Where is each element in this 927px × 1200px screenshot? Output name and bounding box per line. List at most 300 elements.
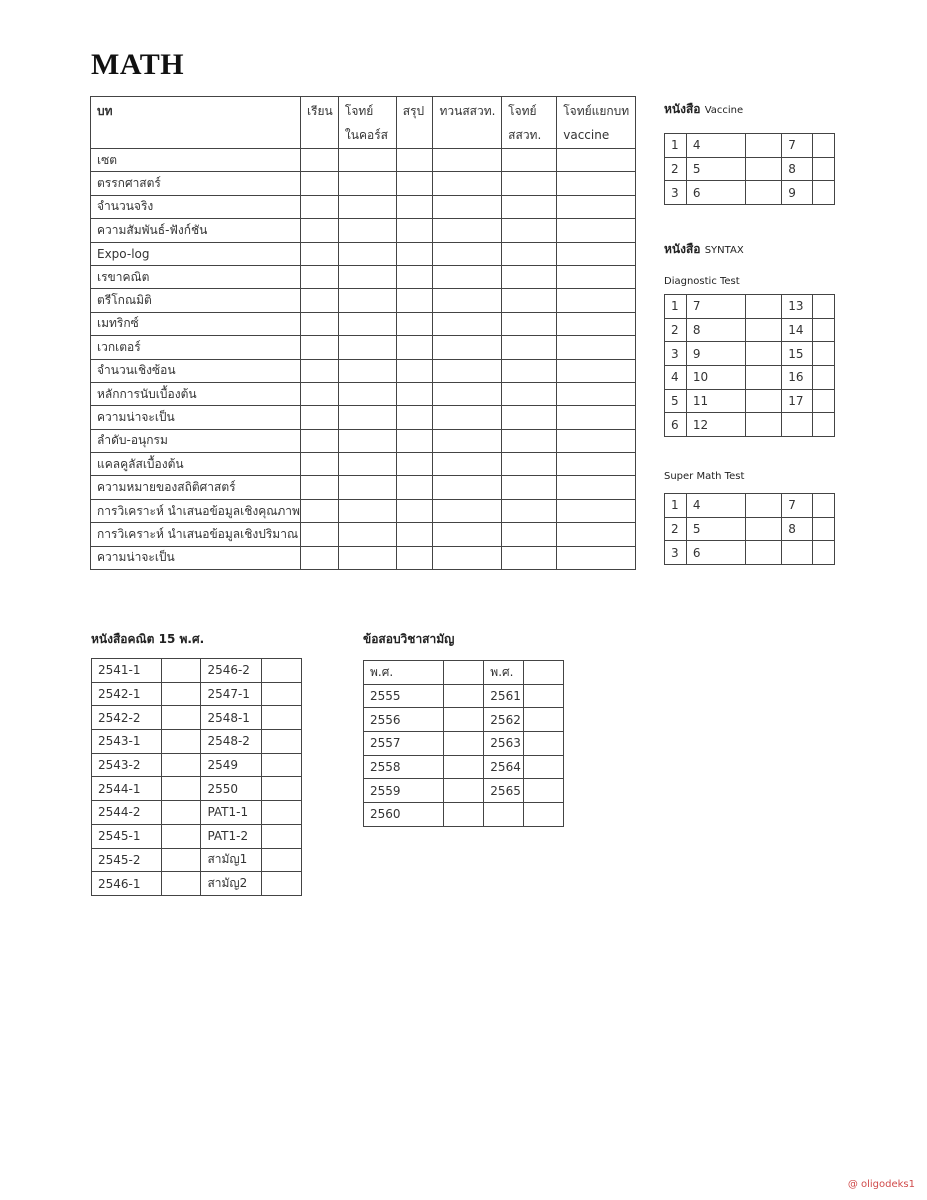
item-label: สามัญ2: [201, 872, 262, 896]
table-row: [91, 499, 636, 522]
check-cell[interactable]: [502, 453, 557, 476]
column-header-line: โจทย์แยกบท: [563, 104, 630, 118]
item-label: 2557: [364, 732, 444, 756]
number-cell: 7: [782, 134, 813, 158]
check-cell[interactable]: [557, 523, 636, 546]
table-row: [665, 494, 835, 518]
number-cell: 8: [782, 157, 813, 181]
table-row: [91, 312, 636, 335]
check-cell[interactable]: [433, 219, 502, 242]
check-cell[interactable]: [502, 312, 557, 335]
check-cell[interactable]: [396, 265, 433, 288]
check-cell[interactable]: [557, 195, 636, 218]
check-cell[interactable]: [338, 476, 396, 499]
number-cell: 9: [782, 181, 813, 205]
check-cell[interactable]: [557, 429, 636, 452]
exam-heading: ข้อสอบวิชาสามัญ: [363, 632, 455, 646]
check-cell[interactable]: [557, 406, 636, 429]
check-cell[interactable]: [396, 499, 433, 522]
check-cell[interactable]: [396, 289, 433, 312]
table-row: [91, 359, 636, 382]
check-cell[interactable]: [300, 499, 338, 522]
column-header-line: ในคอร์ส: [344, 128, 388, 142]
syntax-heading-rest: SYNTAX: [704, 245, 744, 256]
check-cell[interactable]: [396, 149, 433, 172]
vaccine-heading: [664, 100, 743, 119]
check-cell[interactable]: [502, 149, 557, 172]
table-row: [91, 149, 636, 172]
check-cell[interactable]: [262, 777, 302, 801]
column-header: [91, 97, 301, 149]
check-cell[interactable]: [161, 872, 201, 896]
item-label: 2546-1: [92, 872, 162, 896]
item-label: 2549: [201, 753, 262, 777]
chapter-name: หลักการนับเบื้องต้น: [91, 382, 301, 405]
check-cell[interactable]: [300, 429, 338, 452]
table-row: [665, 342, 835, 366]
check-cell[interactable]: [443, 732, 484, 756]
check-cell[interactable]: [502, 172, 557, 195]
item-label: 2556: [364, 708, 444, 732]
check-cell[interactable]: [813, 295, 835, 319]
number-cell: 4: [686, 494, 745, 518]
check-cell[interactable]: [433, 523, 502, 546]
check-cell[interactable]: [338, 219, 396, 242]
check-cell[interactable]: [745, 295, 782, 319]
check-cell[interactable]: [502, 265, 557, 288]
check-cell[interactable]: [443, 708, 484, 732]
item-label: 2544-1: [92, 777, 162, 801]
item-label: 2565: [484, 779, 524, 803]
check-cell[interactable]: [502, 429, 557, 452]
check-cell[interactable]: [443, 755, 484, 779]
check-cell[interactable]: [338, 546, 396, 569]
check-cell[interactable]: [161, 659, 201, 683]
column-header-line: โจทย์: [344, 104, 374, 118]
chapter-name: การวิเคราะห์ นำเสนอข้อมูลเชิงปริมาณ: [91, 523, 301, 546]
check-cell[interactable]: [557, 149, 636, 172]
check-cell[interactable]: [443, 661, 484, 685]
check-cell[interactable]: [502, 499, 557, 522]
check-cell[interactable]: [161, 682, 201, 706]
number-cell: 1: [665, 494, 687, 518]
item-label: 2558: [364, 755, 444, 779]
check-cell[interactable]: [745, 494, 782, 518]
check-cell[interactable]: [396, 546, 433, 569]
column-header: [338, 97, 396, 149]
check-cell[interactable]: [262, 753, 302, 777]
chapter-name: จำนวนเชิงซ้อน: [91, 359, 301, 382]
check-cell[interactable]: [433, 382, 502, 405]
table-row: [665, 517, 835, 541]
check-cell[interactable]: [338, 289, 396, 312]
check-cell[interactable]: [338, 359, 396, 382]
number-cell: [782, 413, 813, 437]
check-cell[interactable]: [161, 801, 201, 825]
check-cell[interactable]: [745, 134, 782, 158]
item-label: 2555: [364, 684, 444, 708]
column-header-line: ทวนสสวท.: [439, 104, 496, 118]
column-header-line: vaccine: [563, 128, 610, 142]
number-cell: 15: [782, 342, 813, 366]
check-cell[interactable]: [443, 684, 484, 708]
check-cell[interactable]: [813, 389, 835, 413]
check-cell[interactable]: [813, 157, 835, 181]
check-cell[interactable]: [300, 265, 338, 288]
check-cell[interactable]: [433, 172, 502, 195]
check-cell[interactable]: [300, 195, 338, 218]
check-cell[interactable]: [262, 872, 302, 896]
column-header-line: สสวท.: [508, 128, 542, 142]
check-cell[interactable]: [813, 318, 835, 342]
check-cell[interactable]: [557, 242, 636, 265]
check-cell[interactable]: [433, 242, 502, 265]
check-cell[interactable]: [396, 382, 433, 405]
number-cell: 2: [665, 157, 687, 181]
column-header: [502, 97, 557, 149]
check-cell[interactable]: [338, 453, 396, 476]
table-row: [91, 289, 636, 312]
table-row: [92, 682, 302, 706]
chapter-name: ตรีโกณมิติ: [91, 289, 301, 312]
check-cell[interactable]: [396, 312, 433, 335]
number-cell: 12: [686, 413, 745, 437]
check-cell[interactable]: [300, 289, 338, 312]
item-label: 2542-2: [92, 706, 162, 730]
exam-table: [363, 660, 564, 827]
check-cell[interactable]: [557, 359, 636, 382]
check-cell[interactable]: [557, 382, 636, 405]
table-row: [665, 157, 835, 181]
number-cell: 14: [782, 318, 813, 342]
book15-heading: หนังสือคณิต 15 พ.ศ.: [91, 632, 205, 646]
check-cell[interactable]: [300, 406, 338, 429]
check-cell[interactable]: [396, 195, 433, 218]
item-label: 2561: [484, 684, 524, 708]
chapter-progress-table: [90, 96, 636, 570]
check-cell[interactable]: [524, 708, 564, 732]
check-cell[interactable]: [262, 848, 302, 872]
check-cell[interactable]: [745, 389, 782, 413]
check-cell[interactable]: [557, 336, 636, 359]
check-cell[interactable]: [745, 413, 782, 437]
check-cell[interactable]: [300, 523, 338, 546]
check-cell[interactable]: [557, 546, 636, 569]
check-cell[interactable]: [396, 453, 433, 476]
syntax-heading-bold: หนังสือ: [664, 242, 701, 256]
check-cell[interactable]: [396, 219, 433, 242]
check-cell[interactable]: [557, 265, 636, 288]
check-cell[interactable]: [813, 181, 835, 205]
check-cell[interactable]: [443, 779, 484, 803]
column-header: [557, 97, 636, 149]
check-cell[interactable]: [557, 289, 636, 312]
table-row: [665, 541, 835, 565]
check-cell[interactable]: [161, 730, 201, 754]
check-cell[interactable]: [502, 382, 557, 405]
check-cell[interactable]: [502, 523, 557, 546]
check-cell[interactable]: [161, 848, 201, 872]
check-cell[interactable]: [502, 289, 557, 312]
check-cell[interactable]: [433, 359, 502, 382]
check-cell[interactable]: [300, 312, 338, 335]
item-label: 2560: [364, 803, 444, 827]
check-cell[interactable]: [433, 265, 502, 288]
check-cell[interactable]: [557, 172, 636, 195]
check-cell[interactable]: [502, 359, 557, 382]
check-cell[interactable]: [502, 219, 557, 242]
vaccine-heading-rest: Vaccine: [704, 105, 744, 116]
chapter-name: เวกเตอร์: [91, 336, 301, 359]
check-cell[interactable]: [813, 134, 835, 158]
check-cell[interactable]: [813, 413, 835, 437]
item-label: 2563: [484, 732, 524, 756]
check-cell[interactable]: [300, 546, 338, 569]
check-cell[interactable]: [502, 406, 557, 429]
chapter-name: Expo-log: [91, 242, 301, 265]
item-label: PAT1-1: [201, 801, 262, 825]
check-cell[interactable]: [338, 382, 396, 405]
number-cell: 6: [665, 413, 687, 437]
check-cell[interactable]: [300, 172, 338, 195]
check-cell[interactable]: [338, 429, 396, 452]
table-row: [91, 195, 636, 218]
chapter-name: ตรรกศาสตร์: [91, 172, 301, 195]
check-cell[interactable]: [813, 517, 835, 541]
check-cell[interactable]: [443, 803, 484, 827]
table-row: [91, 476, 636, 499]
number-cell: 3: [665, 181, 687, 205]
check-cell[interactable]: [300, 242, 338, 265]
check-cell[interactable]: [524, 779, 564, 803]
page-title: MATH: [91, 48, 185, 81]
number-cell: 7: [686, 295, 745, 319]
table-row: [364, 732, 564, 756]
check-cell[interactable]: [557, 499, 636, 522]
check-cell[interactable]: [300, 149, 338, 172]
item-label: 2548-1: [201, 706, 262, 730]
item-label: 2547-1: [201, 682, 262, 706]
check-cell[interactable]: [161, 706, 201, 730]
check-cell[interactable]: [433, 453, 502, 476]
check-cell[interactable]: [396, 336, 433, 359]
check-cell[interactable]: [338, 523, 396, 546]
number-cell: 13: [782, 295, 813, 319]
table-row: [91, 265, 636, 288]
check-cell[interactable]: [502, 546, 557, 569]
diagnostic-test-table: [664, 294, 835, 437]
item-label: สามัญ1: [201, 848, 262, 872]
vaccine-table: [664, 133, 835, 205]
check-cell[interactable]: [433, 429, 502, 452]
table-row: [92, 753, 302, 777]
table-row: [92, 824, 302, 848]
super-math-test-table: [664, 493, 835, 565]
check-cell[interactable]: [338, 195, 396, 218]
number-cell: 16: [782, 366, 813, 390]
table-row: [91, 382, 636, 405]
check-cell[interactable]: [262, 682, 302, 706]
check-cell[interactable]: [161, 777, 201, 801]
check-cell[interactable]: [338, 265, 396, 288]
table-row: [91, 429, 636, 452]
check-cell[interactable]: [433, 149, 502, 172]
check-cell[interactable]: [433, 546, 502, 569]
number-cell: 10: [686, 366, 745, 390]
table-row: [91, 172, 636, 195]
super-math-test-label: Super Math Test: [664, 471, 745, 482]
item-label: 2559: [364, 779, 444, 803]
number-cell: 11: [686, 389, 745, 413]
table-row: [364, 661, 564, 685]
item-label: 2543-1: [92, 730, 162, 754]
number-cell: 2: [665, 517, 687, 541]
check-cell[interactable]: [338, 312, 396, 335]
column-header-line: สรุป: [402, 104, 425, 118]
check-cell[interactable]: [161, 824, 201, 848]
check-cell[interactable]: [745, 366, 782, 390]
check-cell[interactable]: [433, 289, 502, 312]
check-cell[interactable]: [300, 453, 338, 476]
check-cell[interactable]: [262, 824, 302, 848]
check-cell[interactable]: [433, 499, 502, 522]
check-cell[interactable]: [338, 406, 396, 429]
check-cell[interactable]: [433, 195, 502, 218]
check-cell[interactable]: [300, 219, 338, 242]
check-cell[interactable]: [813, 494, 835, 518]
number-cell: 5: [686, 157, 745, 181]
check-cell[interactable]: [338, 172, 396, 195]
item-label: 2545-1: [92, 824, 162, 848]
table-row: [91, 219, 636, 242]
check-cell[interactable]: [745, 517, 782, 541]
check-cell[interactable]: [502, 476, 557, 499]
table-row: [92, 801, 302, 825]
chapter-name: แคลคูลัสเบื้องต้น: [91, 453, 301, 476]
check-cell[interactable]: [396, 406, 433, 429]
check-cell[interactable]: [745, 157, 782, 181]
check-cell[interactable]: [262, 730, 302, 754]
item-label: 2550: [201, 777, 262, 801]
column-header: [300, 97, 338, 149]
table-row: [364, 755, 564, 779]
table-row: [92, 659, 302, 683]
check-cell[interactable]: [557, 453, 636, 476]
book15-table: [91, 658, 302, 896]
check-cell[interactable]: [524, 661, 564, 685]
check-cell[interactable]: [262, 659, 302, 683]
check-cell[interactable]: [396, 242, 433, 265]
check-cell[interactable]: [300, 476, 338, 499]
number-cell: 9: [686, 342, 745, 366]
table-row: [92, 848, 302, 872]
number-cell: [782, 541, 813, 565]
chapter-name: เซต: [91, 149, 301, 172]
check-cell[interactable]: [300, 336, 338, 359]
check-cell[interactable]: [502, 242, 557, 265]
check-cell[interactable]: [524, 803, 564, 827]
check-cell[interactable]: [745, 541, 782, 565]
check-cell[interactable]: [433, 476, 502, 499]
table-row: [665, 389, 835, 413]
check-cell[interactable]: [396, 523, 433, 546]
table-header-row: [91, 97, 636, 149]
check-cell[interactable]: [524, 732, 564, 756]
chapter-name: ความน่าจะเป็น: [91, 546, 301, 569]
check-cell[interactable]: [262, 706, 302, 730]
number-cell: 1: [665, 134, 687, 158]
check-cell[interactable]: [745, 181, 782, 205]
check-cell[interactable]: [813, 342, 835, 366]
check-cell[interactable]: [161, 753, 201, 777]
table-row: [364, 684, 564, 708]
item-label: 2562: [484, 708, 524, 732]
check-cell[interactable]: [524, 755, 564, 779]
check-cell[interactable]: [396, 359, 433, 382]
check-cell[interactable]: [557, 219, 636, 242]
check-cell[interactable]: [433, 406, 502, 429]
chapter-name: เรขาคณิต: [91, 265, 301, 288]
column-header-line: เรียน: [306, 104, 333, 118]
number-cell: 8: [782, 517, 813, 541]
chapter-name: ความน่าจะเป็น: [91, 406, 301, 429]
item-label: 2564: [484, 755, 524, 779]
number-cell: 8: [686, 318, 745, 342]
item-label: 2543-2: [92, 753, 162, 777]
table-row: [364, 708, 564, 732]
check-cell[interactable]: [557, 312, 636, 335]
chapter-name: ความหมายของสถิติศาสตร์: [91, 476, 301, 499]
check-cell[interactable]: [338, 149, 396, 172]
check-cell[interactable]: [813, 366, 835, 390]
number-cell: 3: [665, 342, 687, 366]
check-cell[interactable]: [745, 342, 782, 366]
check-cell[interactable]: [502, 195, 557, 218]
number-cell: 1: [665, 295, 687, 319]
table-row: [91, 406, 636, 429]
check-cell[interactable]: [433, 336, 502, 359]
syntax-heading: [664, 240, 744, 259]
number-cell: 17: [782, 389, 813, 413]
table-row: [91, 242, 636, 265]
check-cell[interactable]: [745, 318, 782, 342]
table-row: [91, 453, 636, 476]
check-cell[interactable]: [338, 336, 396, 359]
check-cell[interactable]: [338, 499, 396, 522]
check-cell[interactable]: [300, 382, 338, 405]
check-cell[interactable]: [813, 541, 835, 565]
table-row: [92, 777, 302, 801]
item-label: 2542-1: [92, 682, 162, 706]
chapter-name: เมทริกซ์: [91, 312, 301, 335]
check-cell[interactable]: [557, 476, 636, 499]
check-cell[interactable]: [396, 172, 433, 195]
check-cell[interactable]: [262, 801, 302, 825]
table-row: [91, 523, 636, 546]
check-cell[interactable]: [524, 684, 564, 708]
table-row: [91, 336, 636, 359]
check-cell[interactable]: [300, 359, 338, 382]
check-cell[interactable]: [502, 336, 557, 359]
check-cell[interactable]: [396, 476, 433, 499]
check-cell[interactable]: [396, 429, 433, 452]
table-row: [665, 318, 835, 342]
check-cell[interactable]: [338, 242, 396, 265]
check-cell[interactable]: [433, 312, 502, 335]
column-header: [396, 97, 433, 149]
table-row: [665, 134, 835, 158]
item-label: 2546-2: [201, 659, 262, 683]
